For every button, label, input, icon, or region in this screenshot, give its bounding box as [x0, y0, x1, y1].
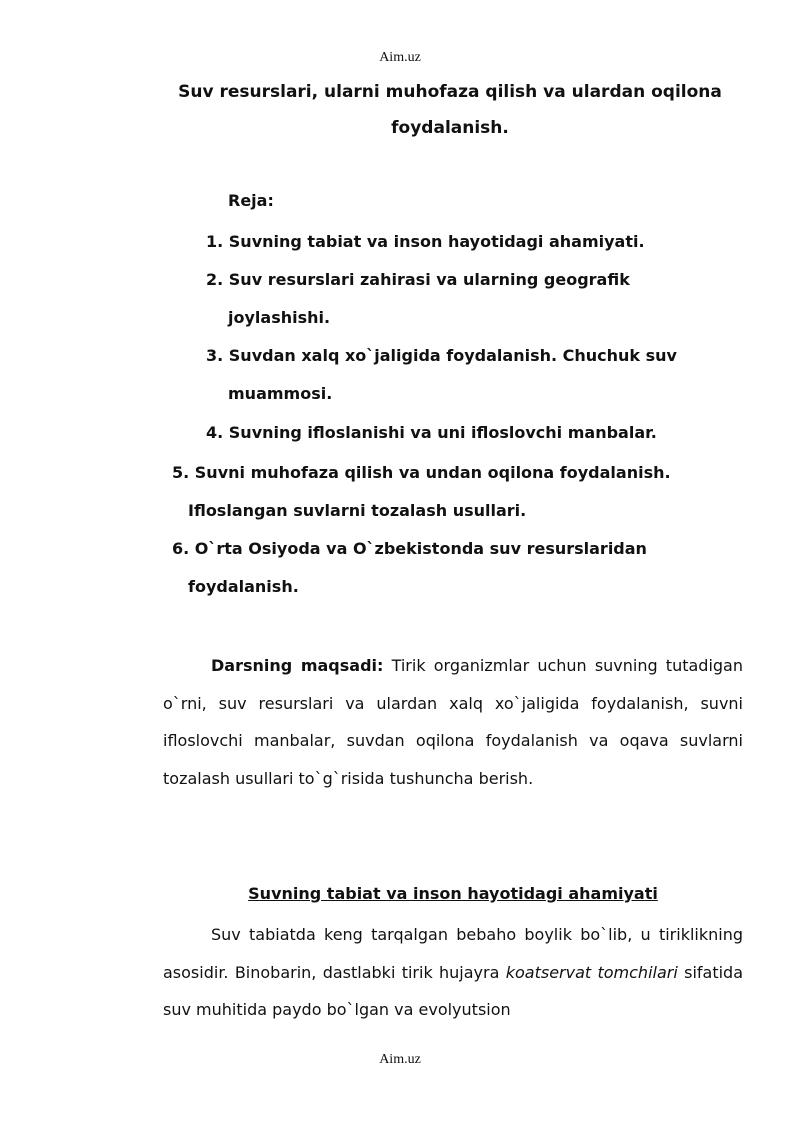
intro-italic-term: koatservat tomchilari: [505, 962, 678, 982]
plan-item-3-cont: muammosi.: [228, 384, 333, 403]
lesson-goal-label: Darsning maqsadi:: [211, 656, 384, 675]
lesson-goal-paragraph: [163, 647, 743, 797]
intro-text-start: Suv tabiatda keng tarqalgan bebaho boylik bo`lib, u tiriklikning asosidir. Binobarin, dastlabki tirik hujayra: [163, 925, 743, 982]
plan-item-3: 3. Suvdan xalq xo`jaligida foydalanish. Chuchuk suv: [206, 346, 677, 365]
page-footer: Aim.uz: [379, 1052, 421, 1067]
plan-item-6: 6. O`rta Osiyoda va O`zbekistonda suv resurslaridan: [172, 539, 647, 558]
lesson-goal-text: Tirik organizmlar uchun suvning tutadigan o`rni, suv resurslari va ulardan xalq xo`jaligida foydalanish, suvni ifloslovchi manbalar, suvdan oqilona foydalanish va oqava suvlarni tozalash usullari to`g`risida tushuncha berish.: [163, 656, 743, 788]
intro-paragraph: [163, 916, 743, 1029]
plan-item-2-cont: joylashishi.: [228, 308, 331, 327]
page-header: Aim.uz: [379, 50, 421, 65]
document-title: Suv resurslari, ularni muhofaza qilish va ulardan oqilona foydalanish.: [178, 82, 722, 138]
plan-item-5: 5. Suvni muhofaza qilish va undan oqilona foydalanish.: [172, 463, 671, 482]
plan-label: Reja:: [228, 191, 274, 210]
intro-text-end: sifatida suv muhitida paydo bo`lgan va evolyutsion: [163, 962, 744, 1019]
plan-item-1: 1. Suvning tabiat va inson hayotidagi ahamiyati.: [206, 232, 645, 251]
plan-item-5-cont: Ifloslangan suvlarni tozalash usullari.: [188, 501, 527, 520]
plan-item-6-cont: foydalanish.: [188, 577, 299, 596]
section-heading: Suvning tabiat va inson hayotidagi ahamiyati: [248, 884, 658, 903]
plan-item-2: 2. Suv resurslari zahirasi va ularning geografik: [206, 270, 630, 289]
plan-item-4: 4. Suvning ifloslanishi va uni ifloslovchi manbalar.: [206, 423, 657, 442]
